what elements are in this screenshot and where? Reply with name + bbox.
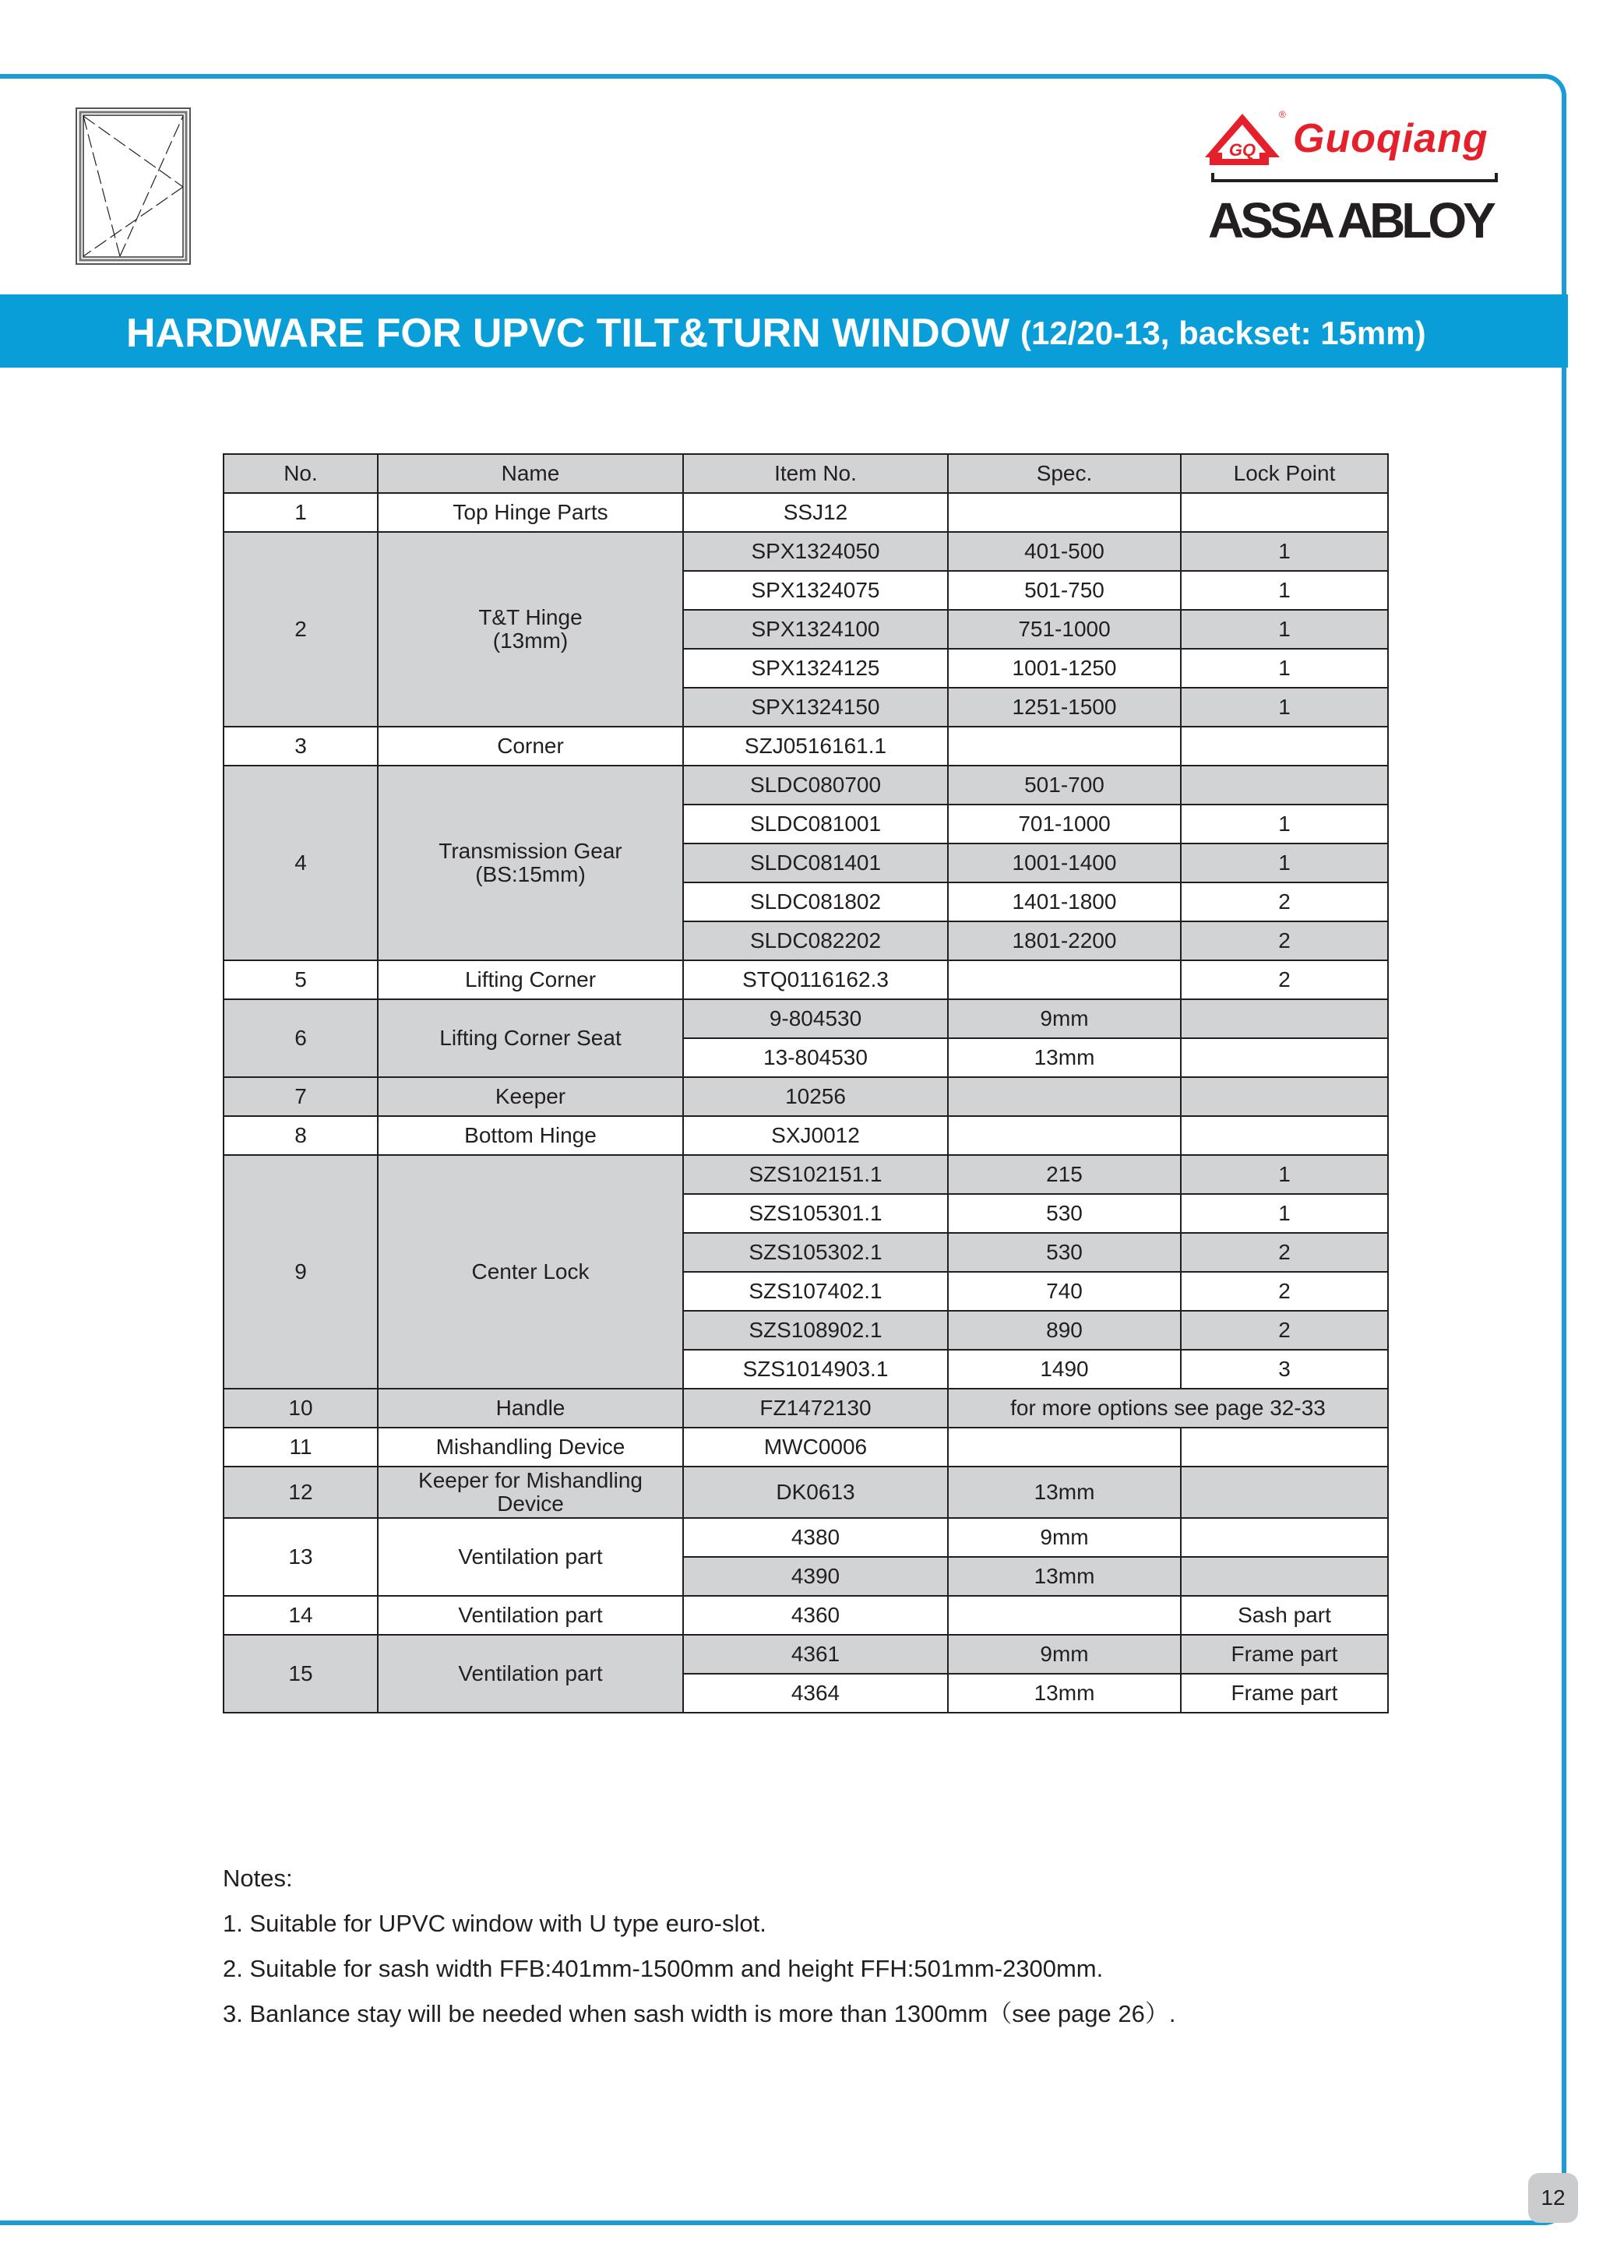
cell-no: 5	[224, 960, 378, 999]
cell-lock-point	[1181, 999, 1388, 1038]
page-number: 12	[1528, 2173, 1578, 2223]
cell-spec	[948, 1116, 1181, 1155]
table-row	[224, 1518, 1388, 1557]
cell-item-no: 4380	[683, 1518, 948, 1557]
cell-item-no: SPX1324150	[683, 688, 948, 727]
cell-spec: 740	[948, 1272, 1181, 1311]
cell-no: 1	[224, 493, 378, 532]
cell-item-no: SPX1324125	[683, 649, 948, 688]
cell-item-no: SZS102151.1	[683, 1155, 948, 1194]
cell-lock-point: 2	[1181, 1233, 1388, 1272]
cell-item-no: SLDC081001	[683, 805, 948, 843]
cell-item-no: MWC0006	[683, 1428, 948, 1467]
table-body	[224, 493, 1388, 1713]
cell-item-no: SPX1324075	[683, 571, 948, 610]
cell-no: 12	[224, 1467, 378, 1518]
cell-item-no: SXJ0012	[683, 1116, 948, 1155]
col-header-item-no: Item No.	[683, 454, 948, 493]
cell-item-no: SLDC081401	[683, 843, 948, 882]
cell-name: Ventilation part	[378, 1635, 683, 1713]
cell-lock-point	[1181, 727, 1388, 766]
cell-spec: 1490	[948, 1350, 1181, 1389]
note-item: 3. Banlance stay will be needed when sash width is more than 1300mm（see page 26）.	[223, 2000, 1176, 2027]
cell-spec: 13mm	[948, 1557, 1181, 1596]
cell-lock-point	[1181, 766, 1388, 805]
cell-item-no: 4364	[683, 1674, 948, 1713]
assa-abloy-wordmark: ASSA ABLOY	[1208, 192, 1492, 248]
cell-item-no: DK0613	[683, 1467, 948, 1518]
cell-spec: 530	[948, 1233, 1181, 1272]
cell-lock-point	[1181, 1557, 1388, 1596]
table-row	[224, 1596, 1388, 1635]
table-row	[224, 1635, 1388, 1674]
guoqiang-logo-mark-icon	[1203, 112, 1281, 167]
cell-item-no: SZS107402.1	[683, 1272, 948, 1311]
cell-name: Lifting Corner	[378, 960, 683, 999]
cell-item-no: SZS1014903.1	[683, 1350, 948, 1389]
tilt-turn-window-icon	[76, 107, 191, 265]
cell-no: 8	[224, 1116, 378, 1155]
cell-lock-point: 2	[1181, 1311, 1388, 1350]
cell-spec: 501-700	[948, 766, 1181, 805]
table-row	[224, 1467, 1388, 1518]
cell-name: Handle	[378, 1389, 683, 1428]
cell-spec: 751-1000	[948, 610, 1181, 649]
cell-spec: 530	[948, 1194, 1181, 1233]
cell-spec	[948, 727, 1181, 766]
cell-item-no: SZJ0516161.1	[683, 727, 948, 766]
cell-item-no: SPX1324100	[683, 610, 948, 649]
cell-spec: 1401-1800	[948, 882, 1181, 921]
cell-spec: 1251-1500	[948, 688, 1181, 727]
cell-name: Transmission Gear (BS:15mm)	[378, 766, 683, 960]
title-banner	[0, 294, 1568, 368]
svg-text:GQ: GQ	[1228, 140, 1256, 160]
cell-lock-point	[1181, 1077, 1388, 1116]
cell-item-no: STQ0116162.3	[683, 960, 948, 999]
cell-spec: 890	[948, 1311, 1181, 1350]
cell-lock-point	[1181, 1518, 1388, 1557]
table-row	[224, 727, 1388, 766]
cell-spec: 1001-1250	[948, 649, 1181, 688]
cell-name: Lifting Corner Seat	[378, 999, 683, 1077]
cell-spec: 501-750	[948, 571, 1181, 610]
cell-spec	[948, 1596, 1181, 1635]
cell-spec	[948, 1428, 1181, 1467]
cell-spec: 1001-1400	[948, 843, 1181, 882]
table-row	[224, 766, 1388, 805]
cell-spec	[948, 960, 1181, 999]
cell-lock-point: 1	[1181, 1194, 1388, 1233]
cell-spec: 9mm	[948, 1635, 1181, 1674]
cell-spec	[948, 1077, 1181, 1116]
col-header-lock-point: Lock Point	[1181, 454, 1388, 493]
cell-name: Top Hinge Parts	[378, 493, 683, 532]
cell-lock-point: 1	[1181, 805, 1388, 843]
cell-lock-point: 1	[1181, 610, 1388, 649]
cell-name: Bottom Hinge	[378, 1116, 683, 1155]
cell-no: 9	[224, 1155, 378, 1389]
col-header-spec: Spec.	[948, 454, 1181, 493]
cell-no: 4	[224, 766, 378, 960]
notes-section	[223, 1856, 1176, 2037]
cell-name: T&T Hinge (13mm)	[378, 532, 683, 727]
cell-item-no: 13-804530	[683, 1038, 948, 1077]
table-row	[224, 1155, 1388, 1194]
cell-item-no: SPX1324050	[683, 532, 948, 571]
cell-lock-point	[1181, 1038, 1388, 1077]
cell-lock-point: Sash part	[1181, 1596, 1388, 1635]
cell-spec: 13mm	[948, 1038, 1181, 1077]
table-row	[224, 999, 1388, 1038]
cell-name: Center Lock	[378, 1155, 683, 1389]
cell-item-no: SLDC080700	[683, 766, 948, 805]
cell-no: 13	[224, 1518, 378, 1596]
cell-merged-note: for more options see page 32-33	[948, 1389, 1388, 1428]
cell-spec: 13mm	[948, 1467, 1181, 1518]
cell-lock-point	[1181, 1116, 1388, 1155]
col-header-no: No.	[224, 454, 378, 493]
cell-spec: 13mm	[948, 1674, 1181, 1713]
table-row	[224, 532, 1388, 571]
table-row	[224, 1389, 1388, 1428]
table-row	[224, 493, 1388, 532]
registered-mark: ®	[1279, 109, 1286, 120]
cell-no: 2	[224, 532, 378, 727]
table-header-row	[224, 454, 1388, 493]
page-title: HARDWARE FOR UPVC TILT&TURN WINDOW	[126, 311, 1010, 356]
hardware-table	[223, 453, 1389, 1713]
cell-name: Corner	[378, 727, 683, 766]
cell-name: Ventilation part	[378, 1596, 683, 1635]
table-row	[224, 960, 1388, 999]
cell-lock-point: 1	[1181, 532, 1388, 571]
cell-item-no: SZS105302.1	[683, 1233, 948, 1272]
cell-item-no: SSJ12	[683, 493, 948, 532]
col-header-name: Name	[378, 454, 683, 493]
cell-lock-point: 1	[1181, 649, 1388, 688]
cell-item-no: 4390	[683, 1557, 948, 1596]
cell-lock-point: 2	[1181, 882, 1388, 921]
cell-lock-point	[1181, 1467, 1388, 1518]
notes-heading: Notes:	[223, 1865, 293, 1892]
cell-no: 10	[224, 1389, 378, 1428]
cell-item-no: 9-804530	[683, 999, 948, 1038]
cell-lock-point: 1	[1181, 688, 1388, 727]
cell-spec: 401-500	[948, 532, 1181, 571]
cell-name: Ventilation part	[378, 1518, 683, 1596]
cell-lock-point	[1181, 1428, 1388, 1467]
cell-name: Mishandling Device	[378, 1428, 683, 1467]
table-row	[224, 1116, 1388, 1155]
cell-spec: 701-1000	[948, 805, 1181, 843]
cell-spec	[948, 493, 1181, 532]
cell-lock-point: 3	[1181, 1350, 1388, 1389]
cell-lock-point: 1	[1181, 571, 1388, 610]
cell-no: 15	[224, 1635, 378, 1713]
cell-name: Keeper for Mishandling Device	[378, 1467, 683, 1518]
cell-spec: 9mm	[948, 1518, 1181, 1557]
cell-item-no: 4361	[683, 1635, 948, 1674]
note-item: 1. Suitable for UPVC window with U type euro-slot.	[223, 1910, 766, 1937]
cell-lock-point: 1	[1181, 1155, 1388, 1194]
table-row	[224, 1428, 1388, 1467]
cell-spec: 9mm	[948, 999, 1181, 1038]
cell-item-no: SLDC082202	[683, 921, 948, 960]
cell-item-no: SZS108902.1	[683, 1311, 948, 1350]
cell-no: 14	[224, 1596, 378, 1635]
cell-lock-point: Frame part	[1181, 1674, 1388, 1713]
cell-item-no: FZ1472130	[683, 1389, 948, 1428]
note-item: 2. Suitable for sash width FFB:401mm-1500mm and height FFH:501mm-2300mm.	[223, 1955, 1104, 1982]
cell-no: 3	[224, 727, 378, 766]
cell-no: 11	[224, 1428, 378, 1467]
cell-name: Keeper	[378, 1077, 683, 1116]
cell-item-no: 10256	[683, 1077, 948, 1116]
brand-logo	[1203, 107, 1492, 271]
cell-lock-point: 2	[1181, 960, 1388, 999]
cell-lock-point	[1181, 493, 1388, 532]
logo-divider	[1211, 173, 1498, 182]
guoqiang-wordmark: Guoqiang	[1293, 116, 1488, 161]
table-row	[224, 1077, 1388, 1116]
cell-no: 7	[224, 1077, 378, 1116]
cell-item-no: 4360	[683, 1596, 948, 1635]
cell-spec: 1801-2200	[948, 921, 1181, 960]
cell-lock-point: 1	[1181, 843, 1388, 882]
cell-lock-point: 2	[1181, 1272, 1388, 1311]
cell-item-no: SLDC081802	[683, 882, 948, 921]
cell-no: 6	[224, 999, 378, 1077]
cell-lock-point: Frame part	[1181, 1635, 1388, 1674]
cell-spec: 215	[948, 1155, 1181, 1194]
cell-lock-point: 2	[1181, 921, 1388, 960]
page-subtitle: (12/20-13, backset: 15mm)	[1020, 315, 1426, 351]
cell-item-no: SZS105301.1	[683, 1194, 948, 1233]
